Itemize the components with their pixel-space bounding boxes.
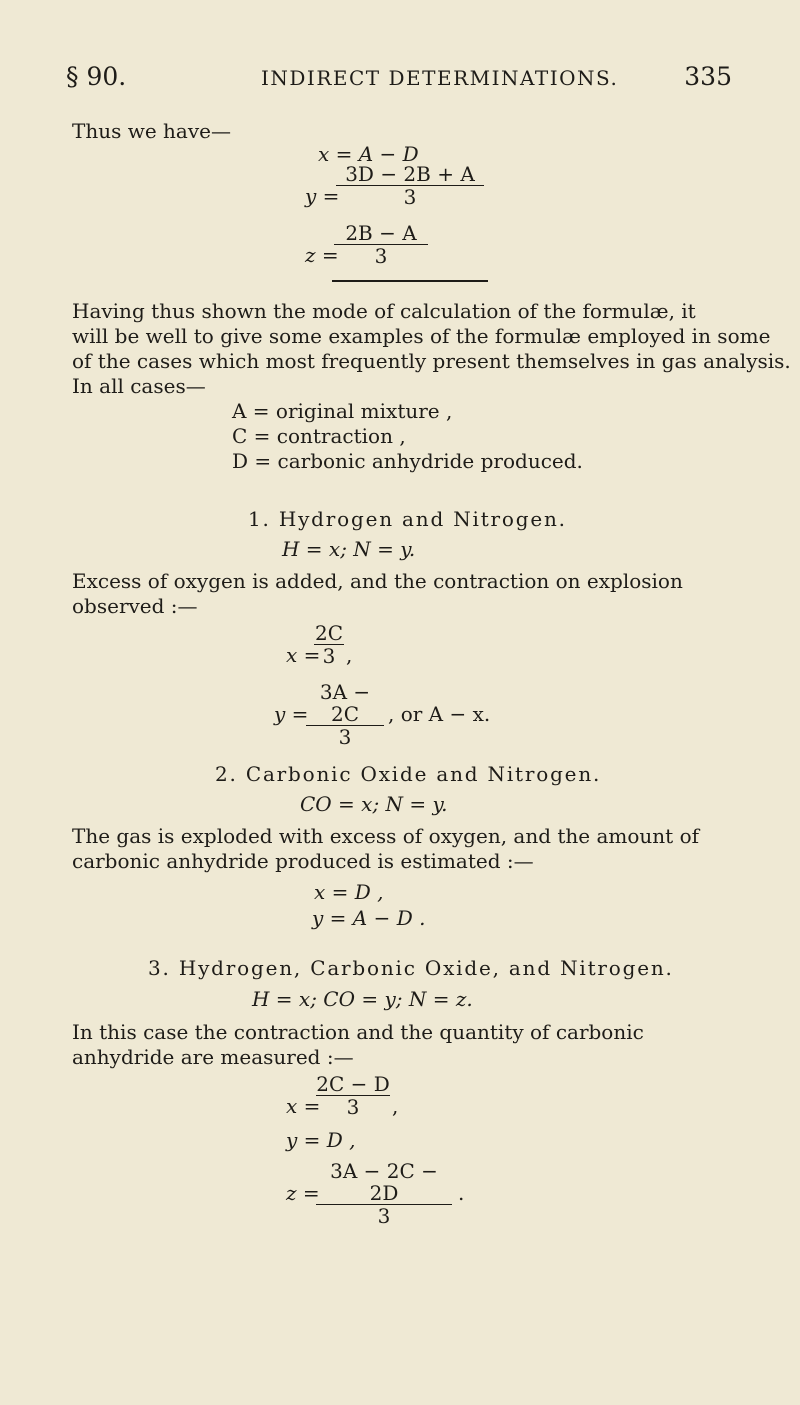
fraction-numerator: 3A − 2C − 2D — [330, 1159, 438, 1205]
case-3-x-tail: , — [392, 1094, 399, 1118]
fraction-denominator: 3 — [403, 185, 417, 209]
section-rule — [332, 280, 488, 282]
fraction-numerator: 3A − 2C — [319, 680, 371, 726]
paragraph-line: carbonic anhydride produced is estimated :— — [72, 849, 534, 873]
paragraph-line: observed :— — [72, 594, 198, 618]
running-header — [66, 62, 732, 102]
equation-y-fraction — [336, 163, 484, 208]
fraction-denominator: 3 — [374, 244, 388, 268]
case-3-z-lhs: z = — [286, 1181, 320, 1205]
definition-d: D = carbonic anhydride produced. — [232, 449, 583, 473]
case-2-heading: 2. Carbonic Oxide and Nitrogen. — [215, 762, 602, 786]
case-3-x-lhs: x = — [286, 1094, 321, 1118]
case-1-x-tail: , — [346, 643, 353, 667]
fraction-denominator: 3 — [346, 1095, 360, 1119]
fraction-numerator: 2B − A — [345, 221, 417, 245]
case-1-y-fraction — [306, 681, 384, 748]
paragraph-line: In this case the contraction and the quantity of carbonic — [72, 1020, 644, 1044]
case-3-heading: 3. Hydrogen, Carbonic Oxide, and Nitrogen. — [148, 956, 674, 980]
paragraph-line: of the cases which most frequently present themselves in gas analysis. — [72, 349, 791, 373]
fraction-denominator: 3 — [377, 1204, 391, 1228]
case-3-z-tail: . — [458, 1181, 465, 1205]
case-1-assignment: H = x; N = y. — [282, 537, 416, 561]
case-1-x-lhs: x = — [286, 643, 321, 667]
fraction-numerator: 3D − 2B + A — [345, 162, 475, 186]
case-3-x-fraction — [316, 1073, 390, 1118]
paragraph-line: Excess of oxygen is added, and the contraction on explosion — [72, 569, 683, 593]
equation-y-lhs: y = — [305, 184, 340, 208]
definition-a: A = original mixture , — [232, 399, 453, 423]
section-number: § 90. — [66, 62, 127, 91]
equation-x: x = A − D — [318, 142, 419, 166]
case-3-y-equation: y = D , — [286, 1128, 356, 1152]
running-title: INDIRECT DETERMINATIONS. — [261, 66, 619, 90]
case-3-assignment: H = x; CO = y; N = z. — [252, 987, 473, 1011]
equation-z-lhs: z = — [305, 243, 339, 267]
case-2-x-equation: x = D , — [314, 880, 384, 904]
case-3-z-fraction — [316, 1160, 452, 1227]
paragraph-line: The gas is exploded with excess of oxygen, and the amount of — [72, 824, 700, 848]
fraction-numerator: 2C − D — [316, 1072, 390, 1096]
paragraph-line: Having thus shown the mode of calculation of the formulæ, it — [72, 299, 696, 323]
fraction-denominator: 3 — [322, 644, 336, 668]
definition-c: C = contraction , — [232, 424, 406, 448]
page-number: 335 — [684, 62, 732, 91]
case-1-y-tail: , or A − x. — [388, 702, 491, 726]
paragraph-line: In all cases— — [72, 374, 206, 398]
intro-text: Thus we have— — [72, 119, 231, 143]
case-1-y-lhs: y = — [274, 702, 309, 726]
case-1-x-fraction — [314, 622, 344, 667]
paragraph-line: will be well to give some examples of the formulæ employed in some — [72, 324, 771, 348]
fraction-numerator: 2C — [314, 621, 344, 645]
fraction-denominator: 3 — [338, 725, 352, 749]
equation-z-fraction — [334, 222, 428, 267]
case-1-heading: 1. Hydrogen and Nitrogen. — [248, 507, 567, 531]
paragraph-line: anhydride are measured :— — [72, 1045, 354, 1069]
case-2-assignment: CO = x; N = y. — [300, 792, 448, 816]
case-2-y-equation: y = A − D . — [312, 906, 426, 930]
